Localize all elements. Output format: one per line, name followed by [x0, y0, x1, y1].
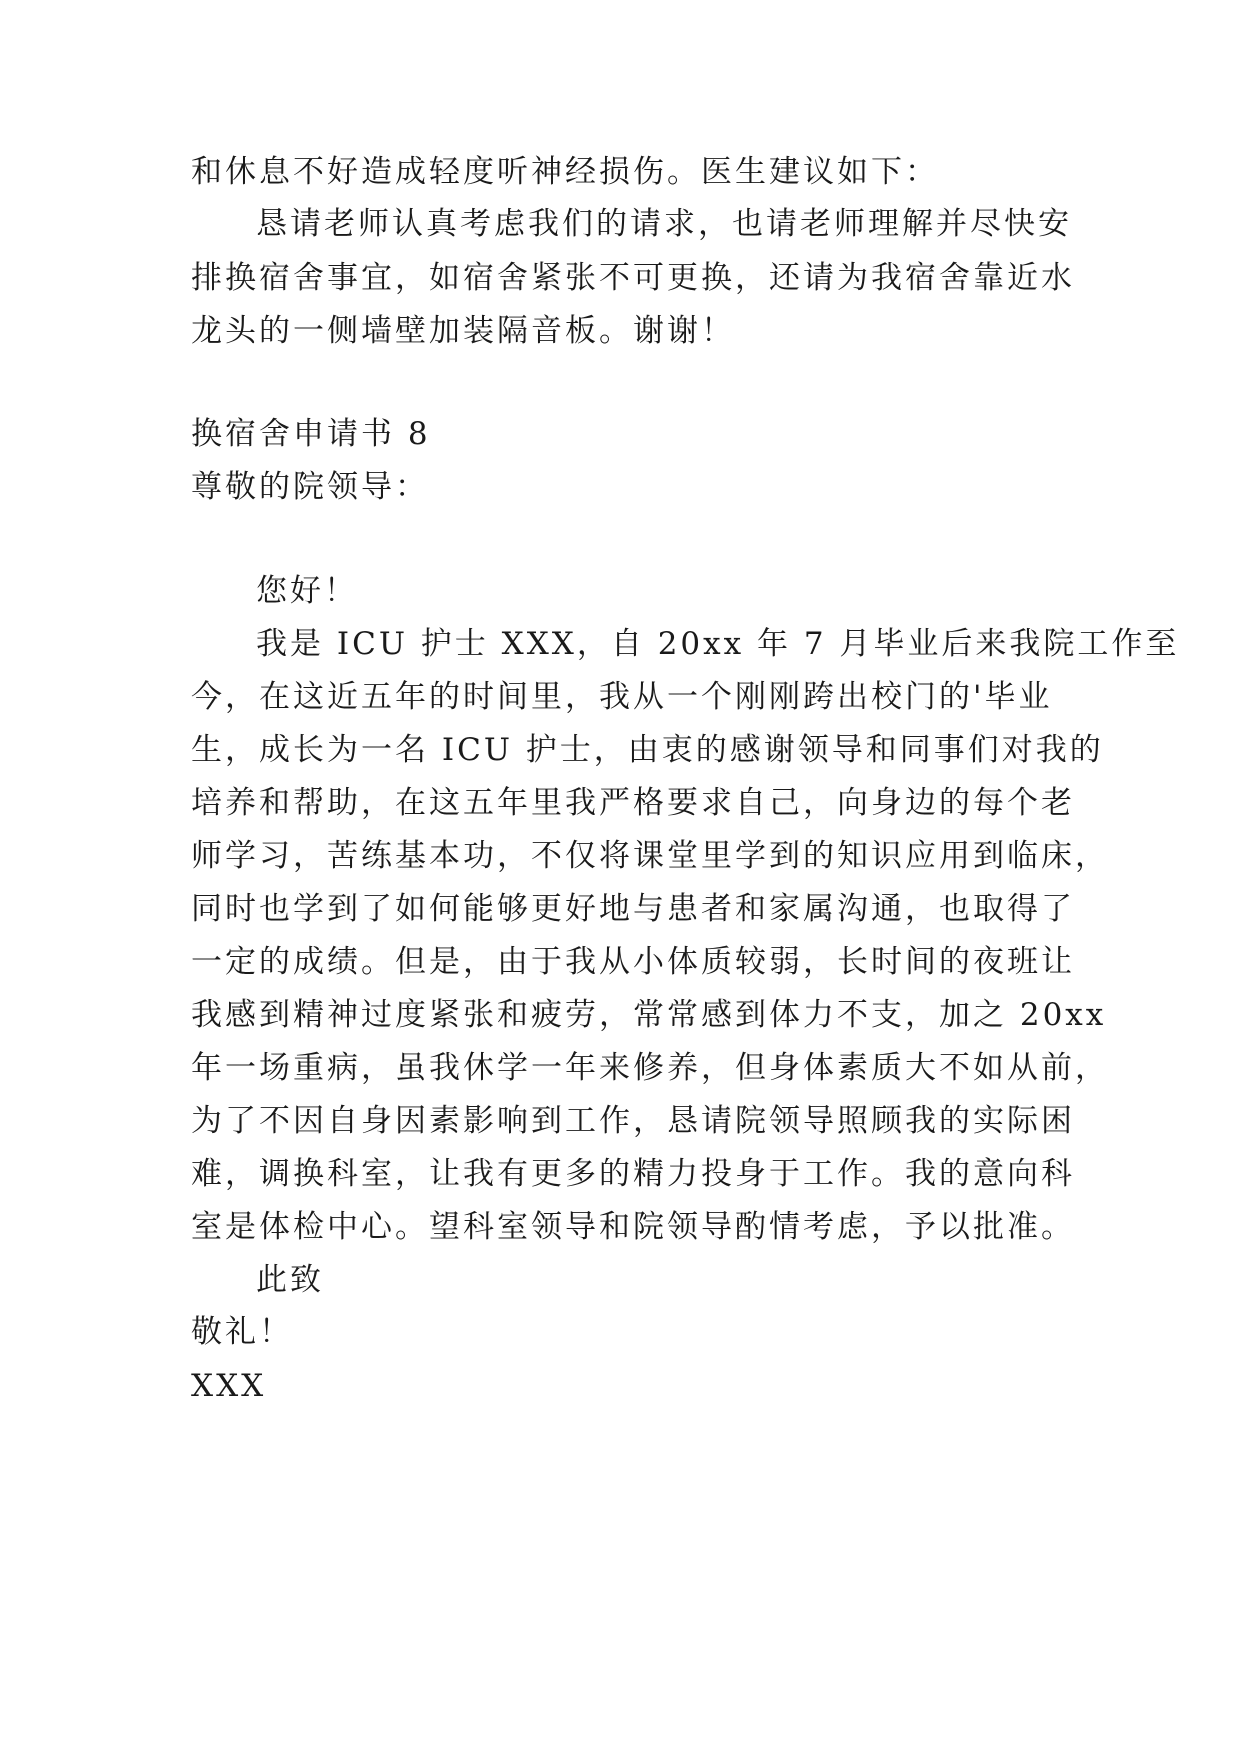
paragraph-line: 培养和帮助，在这五年里我严格要求自己，向身边的每个老	[191, 785, 1075, 821]
paragraph-line: 我感到精神过度紧张和疲劳，常常感到体力不支，加之 20xx	[191, 997, 1107, 1033]
paragraph-line: 恳请老师认真考虑我们的请求，也请老师理解并尽快安	[256, 206, 1072, 242]
section-title: 换宿舍申请书 8	[191, 416, 431, 452]
paragraph-line: 龙头的一侧墙壁加装隔音板。谢谢！	[191, 313, 735, 349]
closing: 此致	[256, 1262, 324, 1298]
paragraph-line: 年一场重病，虽我休学一年来修养，但身体素质大不如从前，	[191, 1050, 1109, 1086]
paragraph-line: 排换宿舍事宜，如宿舍紧张不可更换，还请为我宿舍靠近水	[191, 260, 1075, 296]
salutation: 尊敬的院领导：	[191, 469, 429, 505]
signature: XXX	[191, 1368, 267, 1404]
paragraph-line: 同时也学到了如何能够更好地与患者和家属沟通，也取得了	[191, 891, 1075, 927]
paragraph-line: 和休息不好造成轻度听神经损伤。医生建议如下：	[191, 154, 939, 190]
regards: 敬礼！	[191, 1314, 293, 1350]
paragraph-line: 室是体检中心。望科室领导和院领导酌情考虑，予以批准。	[191, 1209, 1075, 1245]
paragraph-line: 我是 ICU 护士 XXX，自 20xx 年 7 月毕业后来我院工作至	[256, 626, 1180, 662]
paragraph-line: 一定的成绩。但是，由于我从小体质较弱，长时间的夜班让	[191, 944, 1075, 980]
paragraph-line: 生，成长为一名 ICU 护士，由衷的感谢领导和同事们对我的	[191, 732, 1104, 768]
greeting: 您好！	[256, 573, 358, 609]
paragraph-line: 今，在这近五年的时间里，我从一个刚刚跨出校门的'毕业	[191, 679, 1053, 715]
paragraph-line: 为了不因自身因素影响到工作，恳请院领导照顾我的实际困	[191, 1103, 1075, 1139]
paragraph-line: 师学习，苦练基本功，不仅将课堂里学到的知识应用到临床，	[191, 838, 1109, 874]
paragraph-line: 难，调换科室，让我有更多的精力投身于工作。我的意向科	[191, 1156, 1075, 1192]
